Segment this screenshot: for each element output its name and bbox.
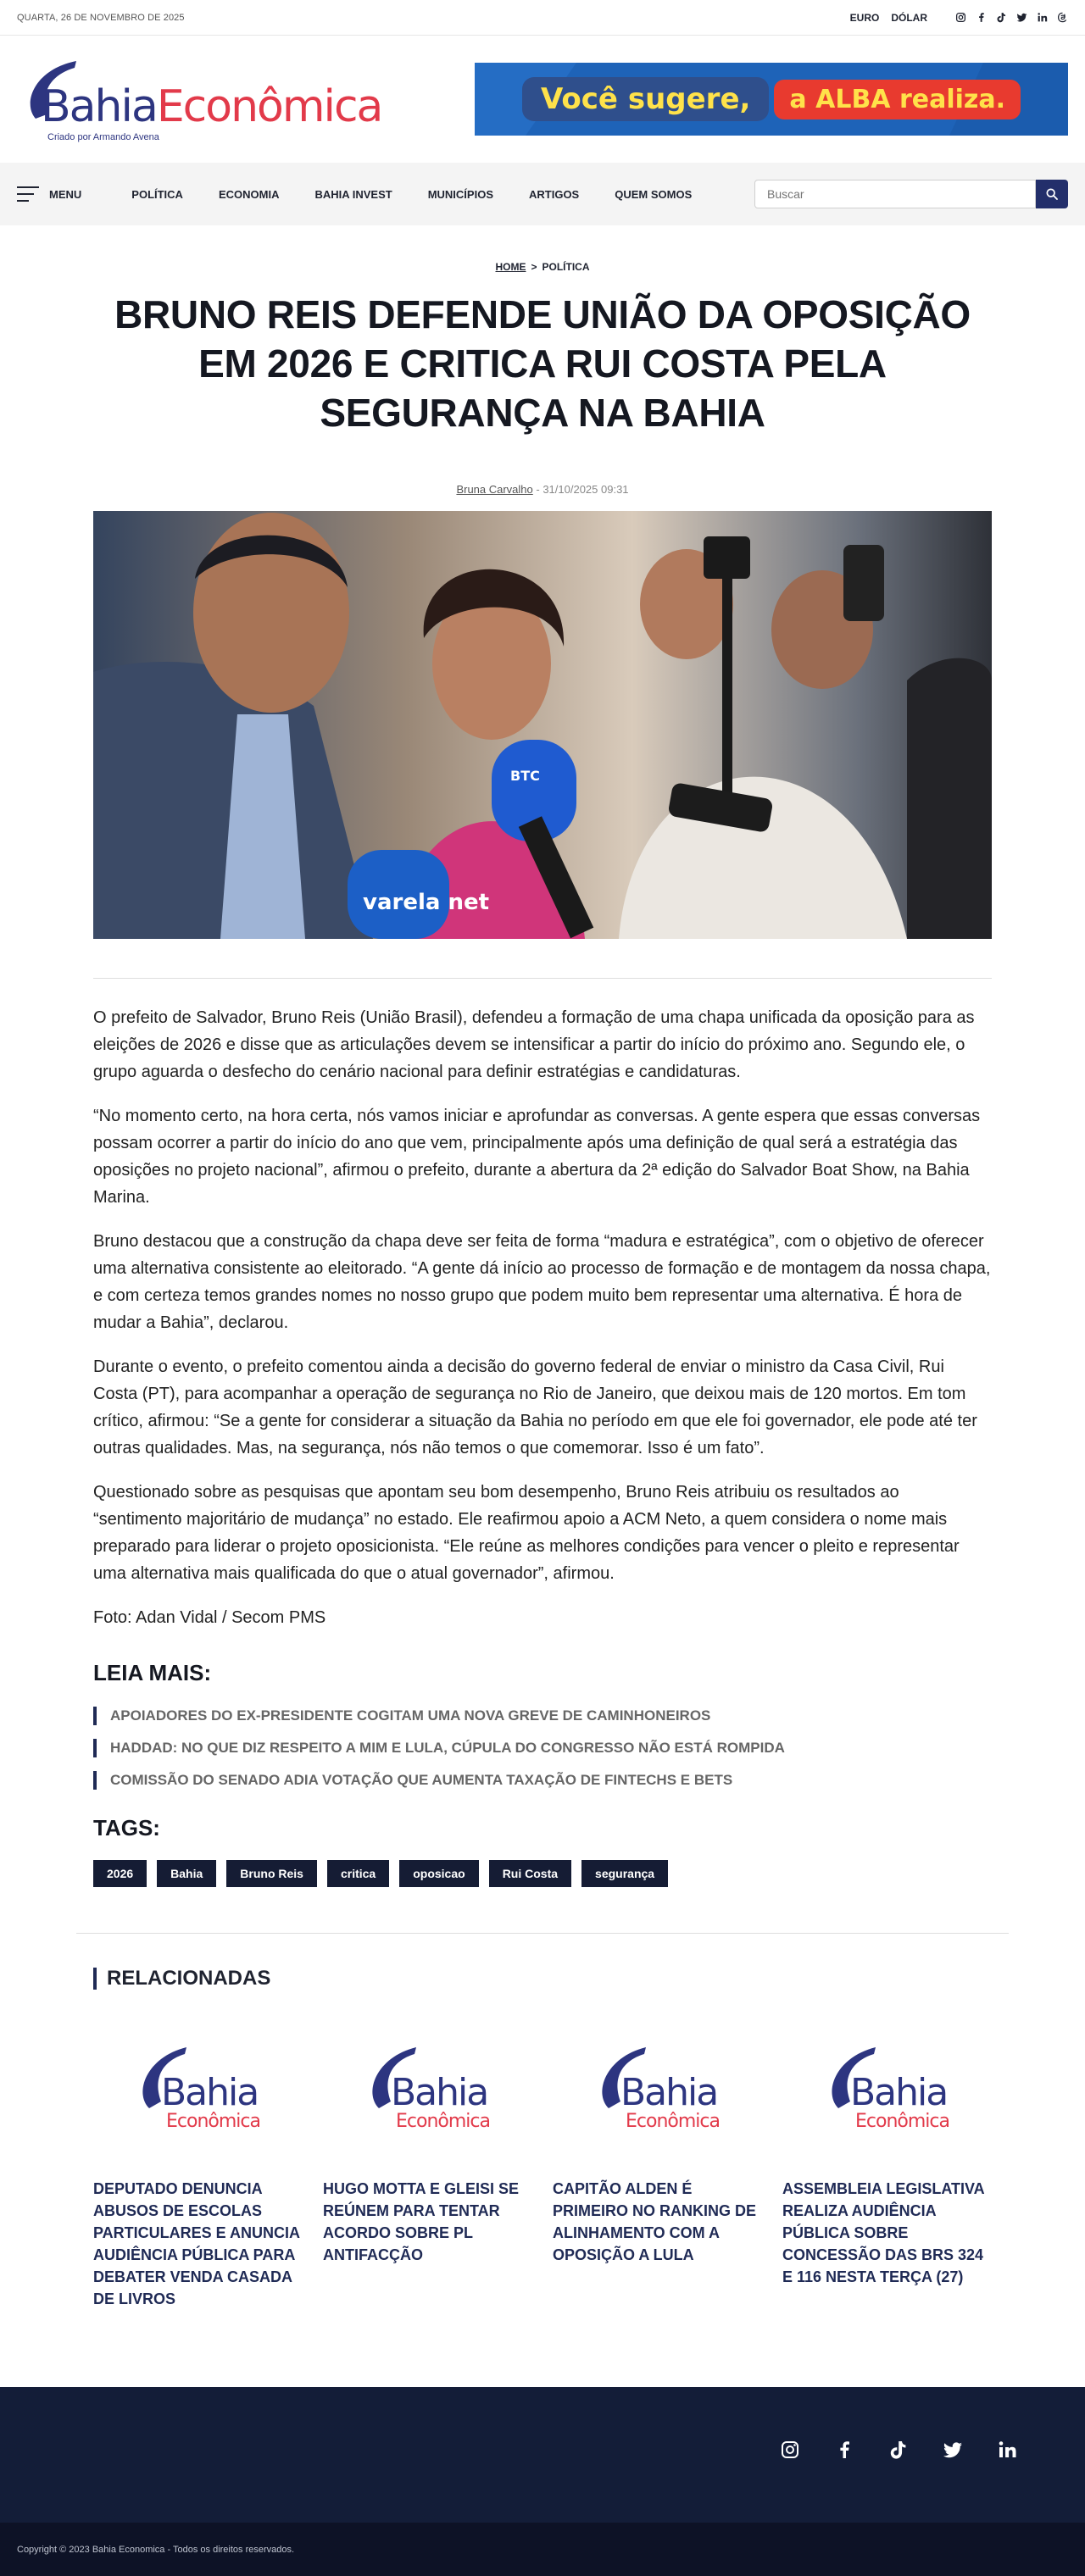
article-paragraph: Questionado sobre as pesquisas que apontam seu bom desempenho, Bruno Reis atribuiu os resultados ao “sentimento majoritário de mudança” no estado. Ele reafirmou apoio a ACM Neto, a quem considera o nome mais preparado para liderar o projeto oposicionista. “Ele reúne as melhores condições para vencer o pleito e representar uma alternativa mais qualificada do que o atual governador”, afirmou. [93, 1483, 960, 1583]
breadcrumb-current: POLÍTICA [542, 261, 590, 273]
related-card[interactable] [323, 2024, 532, 2310]
logo-tagline: Criado por Armando Avena [47, 132, 159, 142]
top-social-links [954, 12, 1068, 24]
nav-item-economia[interactable]: ECONOMIA [218, 187, 280, 201]
logo-word-economica: Econômica [156, 81, 382, 132]
author-link[interactable]: Bruna Carvalho [456, 483, 533, 496]
nav-item-quem-somos[interactable]: QUEM SOMOS [615, 187, 693, 201]
currency-euro[interactable]: EURO [849, 11, 880, 24]
article [93, 261, 992, 1887]
photo-credit: Foto: Adan Vidal / Secom PMS [93, 1608, 326, 1627]
leia-mais-heading: LEIA MAIS: [93, 1660, 212, 1685]
tag-bruno-reis[interactable]: Bruno Reis [226, 1860, 317, 1887]
footer-social-links [780, 2440, 1017, 2460]
thumb-word-economica: Econômica [166, 2111, 260, 2132]
search-button[interactable] [1036, 180, 1068, 208]
hero-mic-text: varela net [363, 890, 490, 915]
linkedin-icon[interactable] [1036, 12, 1048, 24]
article-body [93, 1004, 992, 1631]
banner-text-alba-realiza: a ALBA realiza. [774, 80, 1021, 119]
tag-seguranca[interactable]: segurança [581, 1860, 668, 1887]
related-heading: RELACIONADAS [93, 1968, 992, 1990]
instagram-icon[interactable] [954, 12, 966, 24]
leia-mais-link[interactable]: HADDAD: NO QUE DIZ RESPEITO A MIM E LULA, CÚPULA DO CONGRESSO NÃO ESTÁ ROMPIDA [93, 1739, 992, 1757]
current-date: QUARTA, 26 DE NOVEMBRO DE 2025 [17, 12, 185, 23]
article-byline: Bruna Carvalho - 31/10/2025 09:31 [456, 483, 629, 496]
top-bar [0, 0, 1085, 36]
site-header [0, 36, 1085, 163]
thumb-word-bahia: Bahia [620, 2071, 718, 2114]
breadcrumb [93, 261, 992, 273]
related-card[interactable] [93, 2024, 303, 2310]
nav-item-bahia-invest[interactable]: BAHIA INVEST [314, 187, 392, 201]
related-card[interactable] [553, 2024, 762, 2310]
tag-oposicao[interactable]: oposicao [399, 1860, 478, 1887]
article-paragraph: “No momento certo, na hora certa, nós vamos iniciar e aprofundar as conversas. A gente espera que essas conversas possam ocorrer a partir do início do ano que vem, principalmente após uma definição de qual será a estratégia das oposições no projeto nacional”, afirmou o prefeito, durante a abertura da 2ª edição do Salvador Boat Show, na Bahia Marina. [93, 1107, 981, 1207]
logo-placeholder-icon [93, 2024, 303, 2151]
article-title: BRUNO REIS DEFENDE UNIÃO DA OPOSIÇÃO EM 2026 E CRITICA RUI COSTA PELA SEGURANÇA NA BAHIA [114, 292, 971, 435]
nav-item-artigos[interactable]: ARTIGOS [529, 187, 580, 201]
related-title[interactable]: CAPITÃO ALDEN É PRIMEIRO NO RANKING DE ALINHAMENTO COM A OPOSIÇÃO A LULA [553, 2180, 757, 2263]
logo-placeholder-icon [323, 2024, 532, 2151]
breadcrumb-chevron-icon: > [531, 261, 537, 273]
nav-items [114, 188, 709, 201]
search-icon [1045, 187, 1059, 201]
leia-mais-link[interactable]: COMISSÃO DO SENADO ADIA VOTAÇÃO QUE AUMENTA TAXAÇÃO DE FINTECHS E BETS [93, 1771, 992, 1790]
logo-word-bahia: Bahia [41, 81, 157, 132]
thumb-word-bahia: Bahia [850, 2071, 948, 2114]
search-form [754, 180, 1068, 208]
leia-mais-list [93, 1707, 992, 1790]
tag-2026[interactable]: 2026 [93, 1860, 147, 1887]
thumb-word-bahia: Bahia [161, 2071, 259, 2114]
tiktok-icon[interactable] [888, 2440, 909, 2460]
leia-mais-link[interactable]: APOIADORES DO EX-PRESIDENTE COGITAM UMA NOVA GREVE DE CAMINHONEIROS [93, 1707, 992, 1725]
hamburger-icon [17, 186, 39, 202]
threads-icon[interactable] [1056, 12, 1068, 24]
thumb-word-economica: Econômica [855, 2111, 949, 2132]
article-paragraph: Bruno destacou que a construção da chapa deve ser feita de forma “madura e estratégica”, com o objetivo de oferecer uma alternativa consistente ao eleitorado. “A gente dá início ao processo de formação e de montagem da nossa chapa, e com certeza temos grandes nomes no nosso grupo que podem muito bem representar uma alternativa. É hora de mudar a Bahia”, declarou. [93, 1232, 991, 1332]
site-logo[interactable] [17, 53, 382, 146]
hero-mic2-text: BTC [510, 768, 540, 784]
menu-label: MENU [49, 187, 82, 201]
top-bar-right [850, 12, 1068, 24]
nav-item-politica[interactable]: POLÍTICA [131, 187, 183, 201]
related-title[interactable]: HUGO MOTTA E GLEISI SE REÚNEM PARA TENTAR ACORDO SOBRE PL ANTIFACÇÃO [323, 2180, 520, 2263]
site-footer [0, 2387, 1085, 2523]
related-thumbnail[interactable] [93, 2024, 303, 2151]
tag-rui-costa[interactable]: Rui Costa [489, 1860, 571, 1887]
related-section [93, 1968, 992, 2310]
twitter-icon[interactable] [1015, 12, 1027, 24]
related-thumbnail[interactable] [782, 2024, 992, 2151]
logo-placeholder-icon [782, 2024, 992, 2151]
related-thumbnail[interactable] [323, 2024, 532, 2151]
nav-item-municipios[interactable]: MUNICÍPIOS [427, 187, 493, 201]
breadcrumb-home[interactable]: HOME [495, 261, 526, 273]
facebook-icon[interactable] [834, 2440, 854, 2460]
search-input[interactable] [754, 180, 1036, 208]
tag-bahia[interactable]: Bahia [157, 1860, 216, 1887]
related-divider [76, 1933, 1009, 1934]
thumb-word-economica: Econômica [396, 2111, 490, 2132]
related-grid [93, 2024, 992, 2310]
alba-banner-ad[interactable] [475, 63, 1068, 136]
tags-list [93, 1860, 992, 1887]
banner-text-voce-sugere: Você sugere, [522, 77, 769, 121]
twitter-icon[interactable] [943, 2440, 963, 2460]
tiktok-icon[interactable] [995, 12, 1007, 24]
thumb-word-bahia: Bahia [391, 2071, 488, 2114]
main-nav [0, 163, 1085, 225]
related-title[interactable]: ASSEMBLEIA LEGISLATIVA REALIZA AUDIÊNCIA PÚBLICA SOBRE CONCESSÃO DAS BRS 324 E 116 NESTA TERÇA (27) [782, 2180, 985, 2285]
copyright-bar [0, 2523, 1085, 2576]
facebook-icon[interactable] [975, 12, 987, 24]
menu-button[interactable] [17, 186, 81, 202]
currency-dolar[interactable]: DÓLAR [891, 11, 927, 24]
article-hero-image [93, 511, 992, 939]
hero-photo-illustration [93, 511, 992, 939]
instagram-icon[interactable] [780, 2440, 800, 2460]
article-date: 31/10/2025 09:31 [542, 483, 629, 496]
related-title[interactable]: DEPUTADO DENUNCIA ABUSOS DE ESCOLAS PARTICULARES E ANUNCIA AUDIÊNCIA PÚBLICA PARA DEBATER VENDA CASADA DE LIVROS [93, 2180, 300, 2307]
linkedin-icon[interactable] [997, 2440, 1017, 2460]
tags-heading: TAGS: [93, 1815, 160, 1840]
copyright-text: Copyright © 2023 Bahia Economica - Todos os direitos reservados. [17, 2545, 295, 2555]
related-card[interactable] [782, 2024, 992, 2310]
article-paragraph: O prefeito de Salvador, Bruno Reis (União Brasil), defendeu a formação de uma chapa unificada da oposição para as eleições de 2026 e disse que as articulações devem se intensificar a partir do início do próximo ano. Segundo ele, o grupo aguarda o desfecho do cenário nacional para definir estratégias e candidaturas. [93, 1008, 975, 1081]
tag-critica[interactable]: critica [327, 1860, 389, 1887]
article-divider [93, 978, 992, 979]
article-paragraph: Durante o evento, o prefeito comentou ainda a decisão do governo federal de enviar o ministro da Casa Civil, Rui Costa (PT), para acompanhar a operação de segurança no Rio de Janeiro, que deixou mais de 120 mortos. Em tom crítico, afirmou: “Se a gente for considerar a situação da Bahia no período em que ele foi governador, ele pode até ter outras qualidades. Mas, na segurança, nós não temos o que comemorar. Isso é um fato”. [93, 1357, 977, 1457]
logo-placeholder-icon [553, 2024, 762, 2151]
thumb-word-economica: Econômica [626, 2111, 720, 2132]
related-thumbnail[interactable] [553, 2024, 762, 2151]
